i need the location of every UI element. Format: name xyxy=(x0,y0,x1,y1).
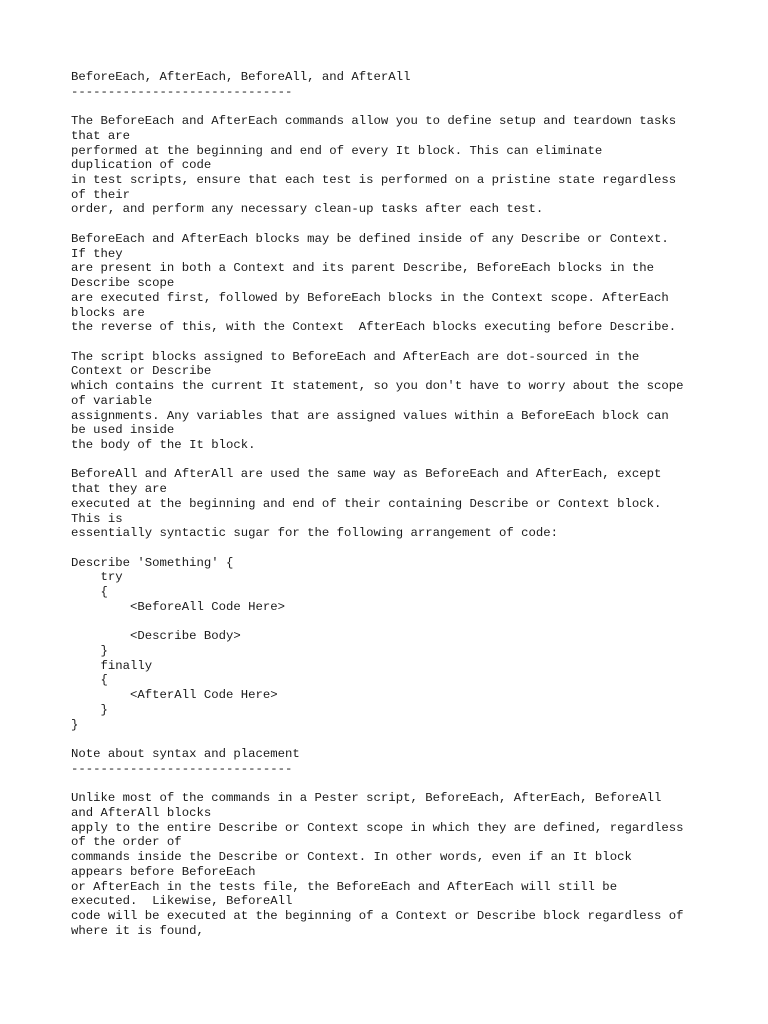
code-line: { xyxy=(71,585,108,600)
text-line: and AfterAll blocks xyxy=(71,805,212,820)
text-line: the reverse of this, with the Context AfterEach blocks executing before Describe. xyxy=(71,320,677,335)
blank-line xyxy=(71,217,731,232)
text-line: in test scripts, ensure that each test is performed on a pristine state regardless xyxy=(71,173,677,188)
text-line: that are xyxy=(71,128,131,143)
text-line: The script blocks assigned to BeforeEach and AfterEach are dot-sourced in the xyxy=(71,349,640,364)
text-line: executed at the beginning and end of their containing Describe or Context block. xyxy=(71,496,662,511)
text-line: are present in both a Context and its parent Describe, BeforeEach blocks in the xyxy=(71,261,654,276)
text-line: the body of the It block. xyxy=(71,437,256,452)
text-line: which contains the current It statement, so you don't have to worry about the scope xyxy=(71,379,684,394)
text-line: that they are xyxy=(71,482,167,497)
code-line: } xyxy=(71,702,108,717)
section-heading: Note about syntax and placement xyxy=(71,747,300,762)
text-line: are executed first, followed by BeforeEach blocks in the Context scope. AfterEach xyxy=(71,290,669,305)
code-line: } xyxy=(71,717,79,732)
doc-heading: BeforeEach, AfterEach, BeforeAll, and AfterAll xyxy=(71,70,411,84)
text-line: BeforeAll and AfterAll are used the same way as BeforeEach and AfterEach, except xyxy=(71,467,662,482)
text-line: of their xyxy=(71,187,131,202)
text-line: The BeforeEach and AfterEach commands allow you to define setup and teardown tasks xyxy=(71,114,677,129)
blank-line xyxy=(71,732,731,747)
code-line: <AfterAll Code Here> xyxy=(71,688,278,703)
blank-line xyxy=(71,99,731,114)
text-line: appears before BeforeEach xyxy=(71,864,256,879)
code-line: <BeforeAll Code Here> xyxy=(71,599,286,614)
text-line: If they xyxy=(71,246,123,261)
code-line: <Describe Body> xyxy=(71,629,241,644)
text-line: or AfterEach in the tests file, the BeforeEach and AfterEach will still be xyxy=(71,879,618,894)
code-line: Describe 'Something' { xyxy=(71,555,234,570)
text-line: Describe scope xyxy=(71,276,175,291)
text-line: performed at the beginning and end of every It block. This can eliminate xyxy=(71,143,603,158)
blank-line xyxy=(71,777,731,792)
text-line: This is xyxy=(71,511,123,526)
text-line: be used inside xyxy=(71,423,175,438)
code-line: finally xyxy=(71,658,153,673)
text-line: order, and perform any necessary clean-up tasks after each test. xyxy=(71,202,544,217)
text-line: Unlike most of the commands in a Pester script, BeforeEach, AfterEach, BeforeAll xyxy=(71,791,662,806)
code-line: { xyxy=(71,673,108,688)
text-line: of the order of xyxy=(71,835,182,850)
text-line: of variable xyxy=(71,393,153,408)
text-line: essentially syntactic sugar for the following arrangement of code: xyxy=(71,526,559,541)
text-line: where it is found, xyxy=(71,923,204,938)
text-line: executed. Likewise, BeforeAll xyxy=(71,894,293,909)
heading-underline: ------------------------------ xyxy=(71,84,293,99)
text-line: commands inside the Describe or Context. In other words, even if an It block xyxy=(71,850,632,865)
text-line: blocks are xyxy=(71,305,145,320)
text-line: assignments. Any variables that are assigned values within a BeforeEach block can xyxy=(71,408,669,423)
text-line: BeforeEach and AfterEach blocks may be defined inside of any Describe or Context. xyxy=(71,231,669,246)
blank-line xyxy=(71,453,731,468)
text-line: apply to the entire Describe or Context scope in which they are defined, regardless xyxy=(71,820,684,835)
code-line: try xyxy=(71,570,123,585)
document-page xyxy=(71,70,731,938)
blank-line xyxy=(71,335,731,350)
text-line: code will be executed at the beginning of a Context or Describe block regardless of xyxy=(71,908,684,923)
text-line: Context or Describe xyxy=(71,364,212,379)
heading-underline: ------------------------------ xyxy=(71,761,293,776)
text-line: duplication of code xyxy=(71,158,212,173)
code-line: } xyxy=(71,644,108,659)
code-line xyxy=(71,615,731,630)
blank-line xyxy=(71,541,731,556)
